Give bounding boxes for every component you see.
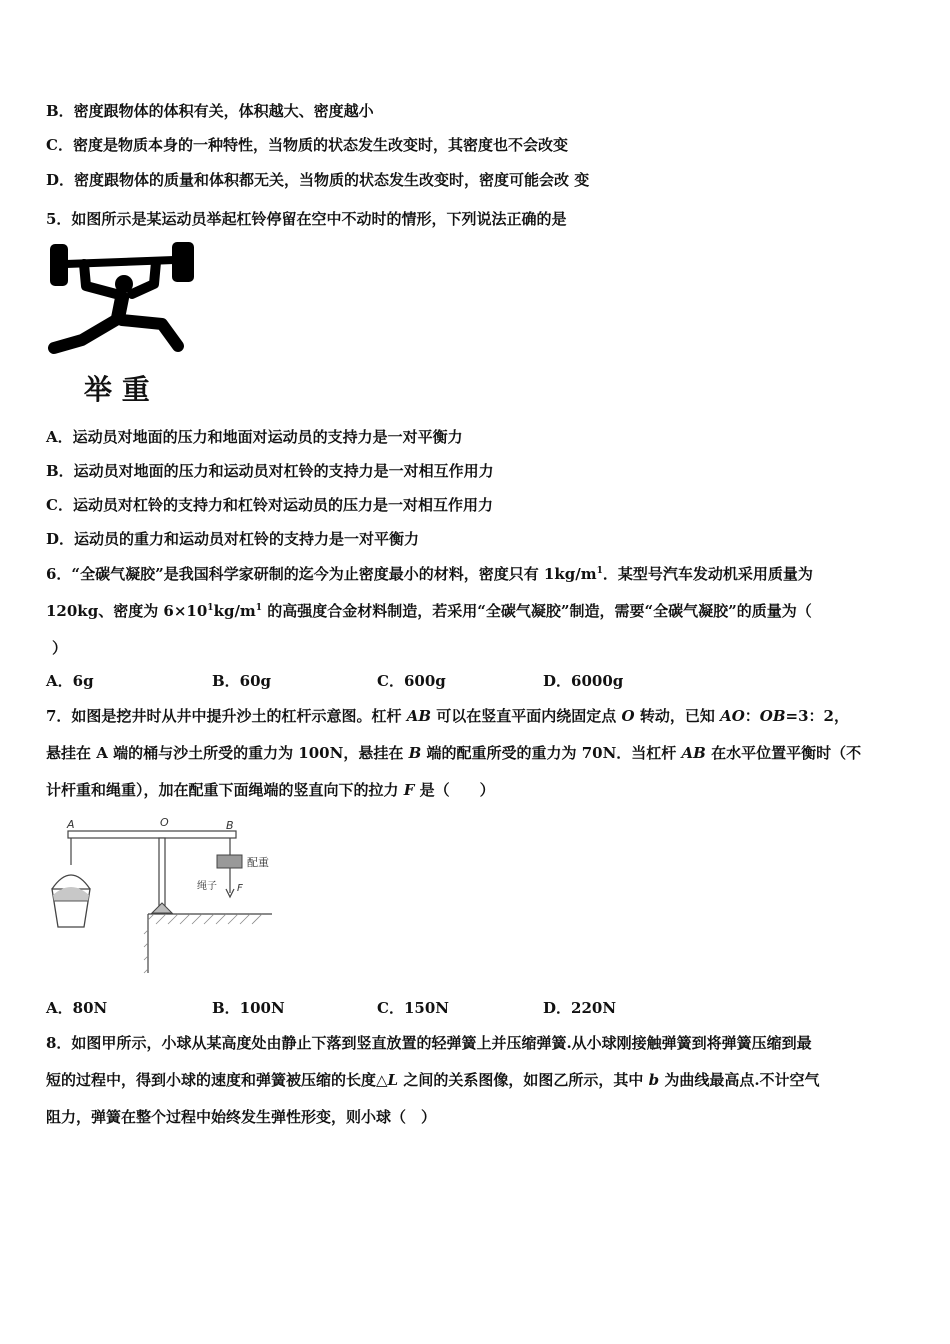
counterweight [217, 855, 242, 868]
label-rope: 绳子 [197, 881, 217, 892]
athlete-right-arm [132, 262, 156, 294]
q6-option-a: A．6g [46, 672, 94, 690]
q8-line-3: 阻力，弹簧在整个过程中始终发生弹性形变，则小球（ ） [46, 1108, 437, 1126]
q6-option-d: D．6000g [543, 672, 624, 690]
q7-line-3: 计杆重和绳重），加在配重下面绳端的竖直向下的拉力 F 是（ ） [46, 781, 495, 799]
label-o: O [160, 816, 169, 829]
q4-option-d: D．密度跟物体的质量和体积都无关，当物质的状态发生改变时，密度可能会改 变 [46, 171, 590, 189]
q6-line-1: 6．“全碳气凝胶”是我国科学家研制的迄今为止密度最小的材料，密度只有 $1kg/m^1$．某型号汽车发动机采用质量为 [46, 565, 813, 583]
q6-line-3: ） [52, 639, 68, 657]
q6-option-c: C．600g [377, 672, 446, 690]
q7-line-2: 悬挂在 A 端的桶与沙土所受的重力为 100N，悬挂在 B 端的配重所受的重力为 70N．当杠杆 AB 在水平位置平衡时（不 [46, 744, 862, 762]
lever-diagram [44, 815, 284, 980]
label-b: B [226, 819, 234, 832]
q6-option-b: B．60g [212, 672, 272, 690]
bucket-handle [52, 875, 90, 889]
athlete-left-arm [84, 264, 116, 294]
q5-option-c: C．运动员对杠铃的支持力和杠铃对运动员的压力是一对相互作用力 [46, 496, 493, 514]
q4-option-c: C．密度是物质本身的一种特性，当物质的状态发生改变时，其密度也不会改变 [46, 136, 568, 154]
label-counterweight: 配重 [247, 856, 269, 869]
q4-option-b: B．密度跟物体的体积有关，体积越大、密度越小 [46, 102, 374, 120]
q5-stem: 5．如图所示是某运动员举起杠铃停留在空中不动时的情形，下列说法正确的是 [46, 210, 567, 228]
q5-figure-caption: 举 重 [84, 373, 150, 406]
lever-bar [68, 831, 236, 838]
q6-line-2: 120kg、密度为 $6\times 10^1kg/m^1$ 的高强度合金材料制造，若采用“全碳气凝胶”制造，需要“全碳气凝胶”的质量为（ [46, 602, 812, 620]
athlete-right-leg [122, 320, 178, 346]
label-f: F [237, 883, 243, 894]
q5-option-b: B．运动员对地面的压力和运动员对杠铃的支持力是一对相互作用力 [46, 462, 494, 480]
athlete-left-leg [54, 320, 116, 348]
label-a: A [67, 818, 75, 831]
q7-line-1: 7．如图是挖井时从井中提升沙土的杠杆示意图。杠杆 AB 可以在竖直平面内绕固定点 O 转动，已知 AO：OB=3：2， [46, 707, 849, 725]
weightlifter-pictogram [44, 240, 204, 360]
athlete-head [115, 275, 133, 293]
q7-option-a: A．80N [46, 999, 108, 1017]
q7-option-d: D．220N [543, 999, 617, 1017]
q8-line-1: 8．如图甲所示，小球从某高度处由静止下落到竖直放置的轻弹簧上并压缩弹簧.从小球刚接触弹簧到将弹簧压缩到最 [46, 1034, 812, 1052]
pivot-base [152, 903, 172, 913]
pivot-post [159, 838, 165, 910]
ground-hatching [144, 914, 262, 973]
q5-option-a: A．运动员对地面的压力和地面对运动员的支持力是一对平衡力 [46, 428, 463, 446]
q7-option-c: C．150N [377, 999, 449, 1017]
q8-line-2: 短的过程中，得到小球的速度和弹簧被压缩的长度△L 之间的关系图像，如图乙所示，其中 b 为曲线最高点.不计空气 [46, 1071, 820, 1089]
q5-option-d: D．运动员的重力和运动员对杠铃的支持力是一对平衡力 [46, 530, 420, 548]
q7-option-b: B．100N [212, 999, 285, 1017]
